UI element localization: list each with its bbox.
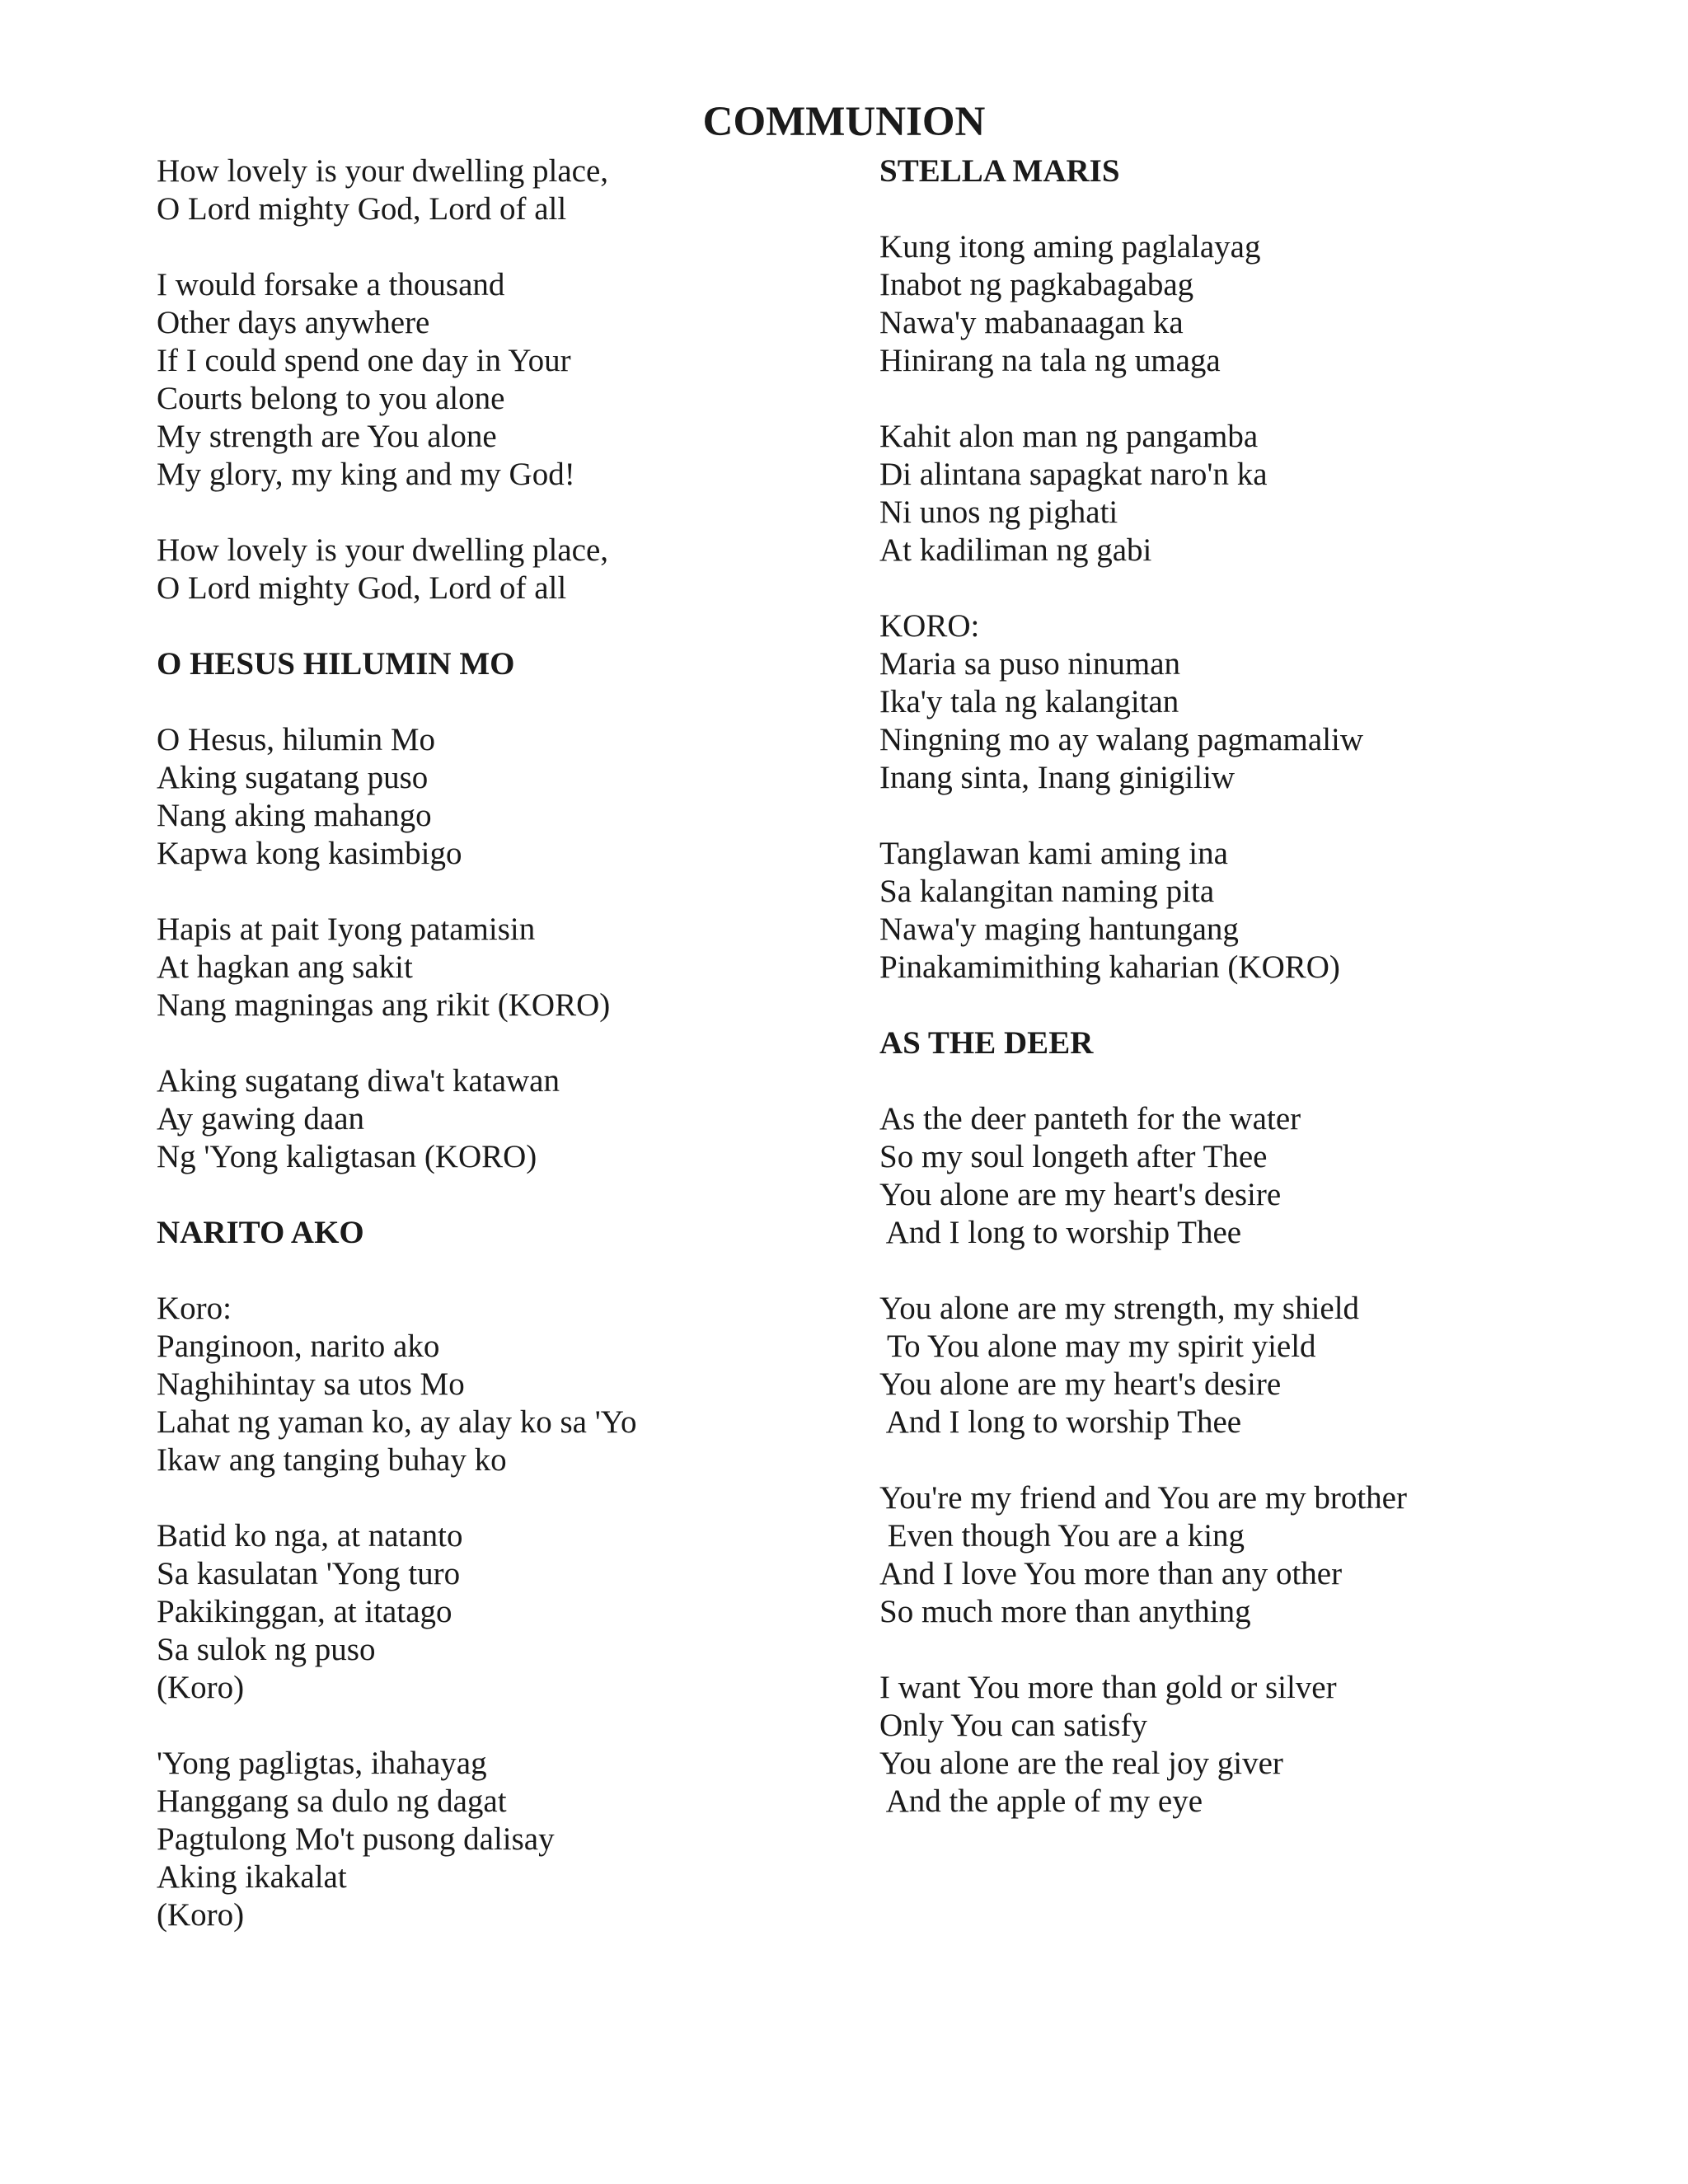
song-title: NARITO AKO xyxy=(157,1215,364,1250)
lyric-line: So my soul longeth after Thee xyxy=(879,1139,1268,1174)
lyric-line: So much more than anything xyxy=(879,1594,1251,1629)
stanza-gap xyxy=(879,190,1621,228)
lyric-line: Nang magningas ang rikit (KORO) xyxy=(157,987,611,1023)
lyric-line: Tanglawan kami aming ina xyxy=(879,836,1228,871)
lyric-line: My strength are You alone xyxy=(157,419,497,454)
lyric-line: Sa kasulatan 'Yong turo xyxy=(157,1556,461,1591)
lyric-line: Ningning mo ay walang pagmamaliw xyxy=(879,722,1364,757)
lyric-line: If I could spend one day in Your xyxy=(157,343,571,378)
stanza-gap xyxy=(157,607,841,645)
lyric-line: Sa sulok ng puso xyxy=(157,1632,376,1667)
lyric-line: Ng 'Yong kaligtasan (KORO) xyxy=(157,1139,537,1174)
lyric-line: At hagkan ang sakit xyxy=(157,949,413,985)
lyric-line: Naghihintay sa utos Mo xyxy=(157,1366,465,1402)
lyric-line: Aking sugatang puso xyxy=(157,760,429,795)
lyric-line: Maria sa puso ninuman xyxy=(879,646,1181,682)
lyric-line: Kung itong aming paglalayag xyxy=(879,229,1261,265)
song-title: O HESUS HILUMIN MO xyxy=(157,646,515,682)
lyric-line: You alone are my strength, my shield xyxy=(879,1291,1360,1326)
stanza-gap xyxy=(157,1252,841,1290)
lyric-line: 'Yong pagligtas, ihahayag xyxy=(157,1746,487,1781)
page-title: COMMUNION xyxy=(702,99,986,145)
lyric-line: You alone are my heart's desire xyxy=(879,1177,1282,1212)
lyric-line: As the deer panteth for the water xyxy=(879,1101,1301,1137)
song-title: AS THE DEER xyxy=(879,1025,1094,1061)
lyric-line: Hinirang na tala ng umaga xyxy=(879,343,1221,378)
lyric-line: To You alone may my spirit yield xyxy=(879,1329,1316,1364)
lyric-line: Ni unos ng pighati xyxy=(879,494,1118,530)
stanza-gap xyxy=(157,1176,841,1214)
lyric-line: Lahat ng yaman ko, ay alay ko sa 'Yo xyxy=(157,1404,637,1440)
left-column xyxy=(157,152,841,1934)
lyric-line: I would forsake a thousand xyxy=(157,267,505,302)
stanza-gap xyxy=(157,228,841,266)
lyric-line: (Koro) xyxy=(157,1897,245,1933)
lyric-line: Ika'y tala ng kalangitan xyxy=(879,684,1179,719)
lyric-line: Ay gawing daan xyxy=(157,1101,365,1137)
lyric-line: Courts belong to you alone xyxy=(157,381,505,416)
lyric-line: Di alintana sapagkat naro'n ka xyxy=(879,457,1268,492)
stanza-gap xyxy=(879,1441,1621,1479)
lyric-line: Kapwa kong kasimbigo xyxy=(157,836,462,871)
lyric-line: And I long to worship Thee xyxy=(879,1215,1242,1250)
lyric-line: Pinakamimithing kaharian (KORO) xyxy=(879,949,1340,985)
lyric-line: Inang sinta, Inang ginigiliw xyxy=(879,760,1236,795)
lyric-line: Only You can satisfy xyxy=(879,1708,1148,1743)
lyric-line: Nang aking mahango xyxy=(157,798,432,833)
lyric-line: Pakikinggan, at itatago xyxy=(157,1594,452,1629)
stanza-gap xyxy=(879,380,1621,418)
lyric-line: Nawa'y mabanaagan ka xyxy=(879,305,1184,340)
lyric-line: Ikaw ang tanging buhay ko xyxy=(157,1442,507,1478)
lyric-line: O Hesus, hilumin Mo xyxy=(157,722,436,757)
lyric-line: Koro: xyxy=(157,1291,232,1326)
lyric-line: You alone are my heart's desire xyxy=(879,1366,1282,1402)
lyric-line: Kahit alon man ng pangamba xyxy=(879,419,1259,454)
lyric-line: Inabot ng pagkabagabag xyxy=(879,267,1194,302)
lyric-line: At kadiliman ng gabi xyxy=(879,532,1152,568)
lyric-line: Nawa'y maging hantungang xyxy=(879,912,1239,947)
lyric-line: And the apple of my eye xyxy=(879,1783,1203,1819)
lyric-line: How lovely is your dwelling place, xyxy=(157,153,609,189)
lyric-line: You're my friend and You are my brother xyxy=(879,1480,1407,1516)
lyric-line: Batid ko nga, at natanto xyxy=(157,1518,463,1554)
stanza-gap xyxy=(879,1062,1621,1100)
lyric-line: And I love You more than any other xyxy=(879,1556,1343,1591)
lyric-line: Sa kalangitan naming pita xyxy=(879,874,1215,909)
lyric-line: Aking ikakalat xyxy=(157,1859,347,1895)
stanza-gap xyxy=(157,683,841,721)
stanza-gap xyxy=(157,873,841,911)
stanza-gap xyxy=(157,1024,841,1062)
lyric-line: And I long to worship Thee xyxy=(879,1404,1242,1440)
lyric-line: I want You more than gold or silver xyxy=(879,1670,1337,1705)
lyric-line: Hanggang sa dulo ng dagat xyxy=(157,1783,507,1819)
song-title: STELLA MARIS xyxy=(879,153,1120,189)
lyric-line: O Lord mighty God, Lord of all xyxy=(157,191,567,227)
lyric-line: My glory, my king and my God! xyxy=(157,457,575,492)
stanza-gap xyxy=(879,987,1621,1024)
lyric-line: Aking sugatang diwa't katawan xyxy=(157,1063,560,1099)
lyric-line: Panginoon, narito ako xyxy=(157,1329,440,1364)
right-column xyxy=(879,152,1621,1821)
stanza-gap xyxy=(879,569,1621,607)
lyric-line: Other days anywhere xyxy=(157,305,430,340)
stanza-gap xyxy=(879,797,1621,835)
stanza-gap xyxy=(157,494,841,532)
stanza-gap xyxy=(157,1707,841,1745)
stanza-gap xyxy=(157,1479,841,1517)
stanza-gap xyxy=(879,1252,1621,1290)
lyric-line: (Koro) xyxy=(157,1670,245,1705)
lyric-line: Pagtulong Mo't pusong dalisay xyxy=(157,1821,555,1857)
lyric-line: Even though You are a king xyxy=(879,1518,1245,1554)
lyric-line: Hapis at pait Iyong patamisin xyxy=(157,912,536,947)
lyric-line: How lovely is your dwelling place, xyxy=(157,532,609,568)
stanza-gap xyxy=(879,1631,1621,1669)
lyric-line: O Lord mighty God, Lord of all xyxy=(157,570,567,606)
lyric-line: KORO: xyxy=(879,608,980,644)
lyric-line: You alone are the real joy giver xyxy=(879,1746,1283,1781)
